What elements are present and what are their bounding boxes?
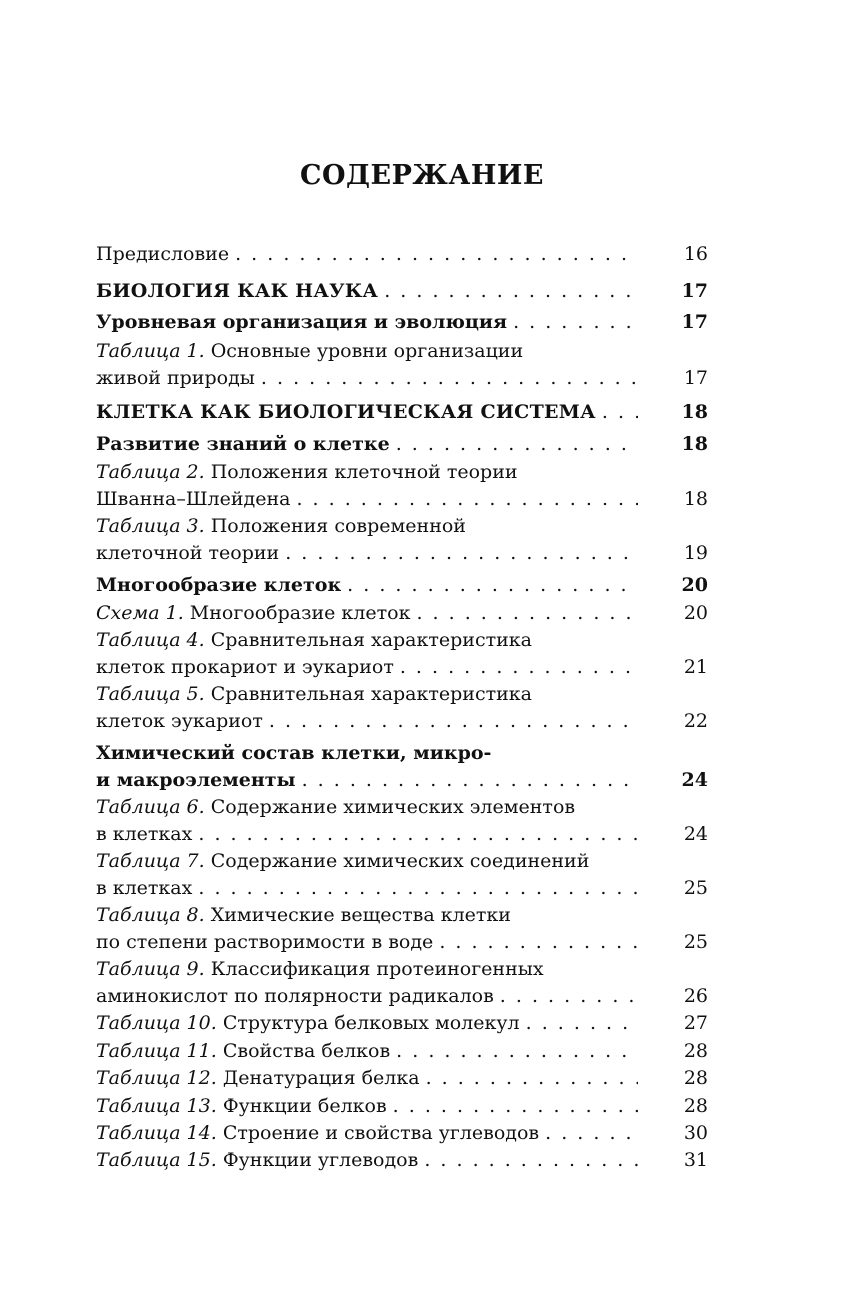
toc-page-number: 18: [683, 488, 708, 510]
dot-leader: [235, 241, 638, 268]
toc-page-number: 26: [683, 985, 708, 1007]
toc-entry-table: [96, 513, 708, 567]
toc-entry-section: [96, 278, 708, 305]
toc-entry-title-cont: по степени растворимости в воде: [96, 931, 434, 953]
toc-entry-title-cont: в клетках: [96, 877, 193, 899]
toc-entry-table: [96, 1038, 708, 1065]
dot-leader: [424, 1147, 638, 1174]
toc-page-number: 22: [683, 710, 708, 732]
toc-entry-title-cont: Шванна–Шлейдена: [96, 488, 291, 510]
toc-entry-table: [96, 848, 708, 902]
toc-entry-label: Таблица 15.: [96, 1149, 217, 1171]
toc-page-number: 17: [681, 280, 708, 302]
toc-page-number: 17: [683, 367, 708, 389]
toc-entry-title-cont: клеток эукариот: [96, 710, 263, 732]
toc-page-number: 21: [683, 656, 708, 678]
toc-entry-table: [96, 338, 708, 392]
toc-entry-table: [96, 1093, 708, 1120]
toc-entry-label: Таблица 10.: [96, 1012, 217, 1034]
toc-page-number: 18: [681, 401, 708, 423]
toc-entry-title: Предисловие: [96, 243, 230, 265]
toc-page-number: 31: [683, 1149, 708, 1171]
dot-leader: [416, 600, 638, 627]
dot-leader: [261, 365, 638, 392]
toc-entry-label: Таблица 7.: [96, 850, 205, 872]
toc-entry-table: [96, 1065, 708, 1092]
toc-entry-label: Таблица 1.: [96, 340, 205, 362]
toc-entry-label: Таблица 4.: [96, 629, 205, 651]
toc-entry-title: Содержание химических соединений: [210, 850, 590, 872]
toc-entry-title: Функции белков: [222, 1095, 387, 1117]
toc-page-number: 30: [683, 1122, 708, 1144]
toc-entry-title-cont: в клетках: [96, 823, 193, 845]
toc-entry-table: [96, 1120, 708, 1147]
dot-leader: [500, 983, 638, 1010]
toc-page-number: 19: [683, 542, 708, 564]
toc-page-number: 17: [681, 311, 708, 333]
toc-entry-table: [96, 627, 708, 681]
dot-leader: [439, 929, 638, 956]
toc-entry-scheme: [96, 600, 708, 627]
toc-entry-subsection: [96, 572, 708, 599]
dot-leader: [269, 708, 638, 735]
page-title: СОДЕРЖАНИЕ: [300, 160, 544, 191]
toc-entry-title-cont: клеточной теории: [96, 542, 280, 564]
dot-leader: [347, 572, 638, 599]
dot-leader: [393, 1093, 638, 1120]
toc-page-number: 25: [683, 931, 708, 953]
toc-entry-table: [96, 681, 708, 735]
dot-leader: [198, 875, 638, 902]
toc-page-number: 16: [683, 243, 708, 265]
toc-entry-title: КЛЕТКА КАК БИОЛОГИЧЕСКАЯ СИСТЕМА: [96, 401, 596, 423]
toc-entry-title: Многообразие клеток: [189, 602, 411, 624]
toc-entry-title: Сравнительная характеристика: [210, 629, 532, 651]
toc-entry-title: Содержание химических элементов: [210, 796, 576, 818]
dot-leader: [285, 540, 638, 567]
toc-entry-label: Таблица 9.: [96, 958, 205, 980]
toc-entry-label: Таблица 6.: [96, 796, 205, 818]
toc-entry-title: Уровневая организация и эволюция: [96, 311, 508, 333]
toc-entry-title: Денатурация белка: [222, 1067, 420, 1089]
toc-entry-title: Химический состав клетки, микро-: [96, 742, 492, 764]
toc-page-number: 27: [683, 1012, 708, 1034]
toc-entry-title: Многообразие клеток: [96, 574, 342, 596]
toc-entry-label: Схема 1.: [96, 602, 184, 624]
toc-entry-label: Таблица 11.: [96, 1040, 217, 1062]
toc-page-number: 28: [683, 1040, 708, 1062]
toc-page-number: 20: [681, 574, 708, 596]
toc-entry-title-cont: живой природы: [96, 367, 255, 389]
dot-leader: [396, 1038, 638, 1065]
dot-leader: [426, 1065, 638, 1092]
toc-page-number: 18: [681, 433, 708, 455]
toc-page-number: 24: [681, 769, 708, 791]
toc-entry-title: Положения современной: [210, 515, 466, 537]
toc-entry-preface: [96, 241, 708, 268]
toc-entry-label: Таблица 5.: [96, 683, 205, 705]
dot-leader: [545, 1120, 638, 1147]
toc-entry-title: Функции углеводов: [222, 1149, 419, 1171]
toc-entry-title-cont: клеток прокариот и эукариот: [96, 656, 394, 678]
toc-entry-label: Таблица 3.: [96, 515, 205, 537]
toc-entry-title-cont: аминокислот по полярности радикалов: [96, 985, 494, 1007]
toc-entry-label: Таблица 13.: [96, 1095, 217, 1117]
toc-page-number: 25: [683, 877, 708, 899]
toc-page-number: 20: [683, 602, 708, 624]
toc-entry-title: БИОЛОГИЯ КАК НАУКА: [96, 280, 379, 302]
dot-leader: [198, 821, 638, 848]
dot-leader: [513, 309, 638, 336]
toc-page-number: 28: [683, 1095, 708, 1117]
toc-entry-label: Таблица 2.: [96, 461, 205, 483]
toc-entry-title: Структура белковых молекул: [222, 1012, 520, 1034]
toc-entry-table: [96, 1147, 708, 1174]
dot-leader: [400, 654, 638, 681]
dot-leader: [602, 399, 638, 426]
toc-entry-subsection: [96, 740, 708, 794]
toc-entry-table: [96, 794, 708, 848]
toc-page-number: 24: [683, 823, 708, 845]
toc-entry-title-cont: и макроэлементы: [96, 769, 296, 791]
toc-entry-title: Свойства белков: [222, 1040, 391, 1062]
toc-entry-subsection: [96, 309, 708, 336]
toc-entry-label: Таблица 12.: [96, 1067, 217, 1089]
toc-entry-title: Положения клеточной теории: [210, 461, 518, 483]
toc-entry-section: [96, 399, 708, 426]
toc-entry-title: Сравнительная характеристика: [210, 683, 532, 705]
toc-entry-table: [96, 956, 708, 1010]
toc-entry-table: [96, 459, 708, 513]
dot-leader: [526, 1010, 638, 1037]
toc-entry-table: [96, 902, 708, 956]
toc-entry-subsection: [96, 431, 708, 458]
toc-entry-title: Основные уровни организации: [210, 340, 524, 362]
dot-leader: [396, 431, 638, 458]
dot-leader: [296, 486, 638, 513]
toc-entry-table: [96, 1010, 708, 1037]
toc-entry-label: Таблица 8.: [96, 904, 205, 926]
toc-entry-title: Развитие знаний о клетке: [96, 433, 390, 455]
toc-page-number: 28: [683, 1067, 708, 1089]
toc-entry-label: Таблица 14.: [96, 1122, 217, 1144]
toc-entry-title: Строение и свойства углеводов: [222, 1122, 540, 1144]
dot-leader: [302, 767, 638, 794]
toc-entry-title: Классификация протеиногенных: [210, 958, 544, 980]
toc-entry-title: Химические вещества клетки: [210, 904, 511, 926]
dot-leader: [384, 278, 638, 305]
